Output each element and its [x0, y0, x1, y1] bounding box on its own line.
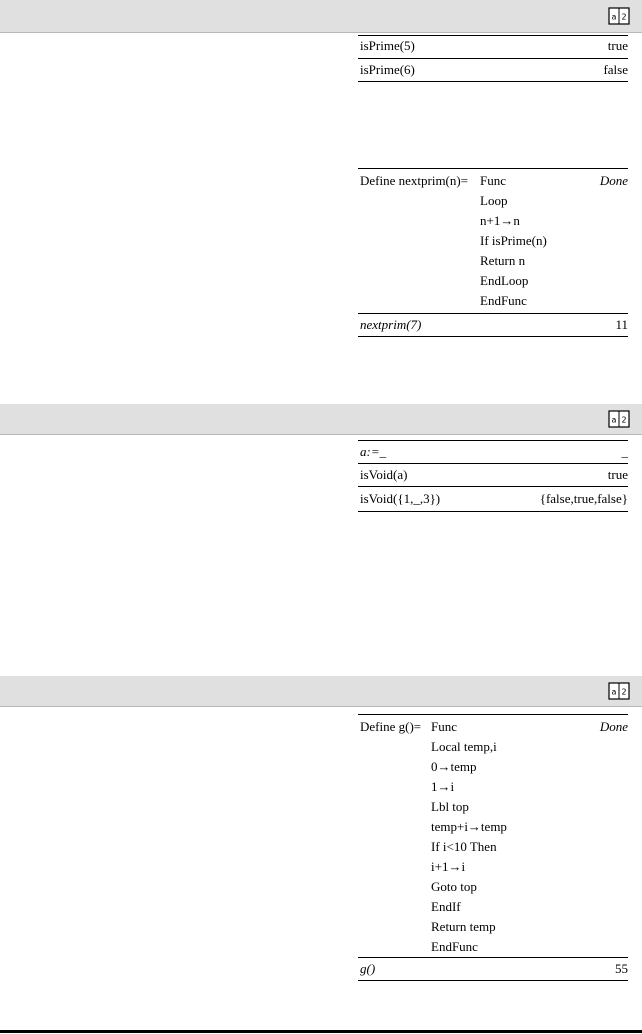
define-result: Done: [599, 173, 628, 188]
code-line: 0→temp: [431, 759, 477, 774]
expression: isVoid(a): [360, 467, 408, 482]
result: {false,true,false}: [539, 491, 628, 506]
define-row: [358, 169, 628, 314]
code-line: Lbl top: [431, 799, 469, 814]
svg-text:a: a: [611, 687, 617, 697]
catalog-book-icon: [608, 410, 630, 428]
page-bottom-rule: [0, 1030, 642, 1033]
define-head: Define g()=: [360, 719, 422, 734]
code-line: temp+i→temp: [431, 819, 507, 834]
code-line: If isPrime(n): [480, 233, 547, 248]
expression: g(): [360, 961, 376, 976]
code-line: Return n: [480, 253, 526, 268]
code-line: If i<10 Then: [431, 839, 497, 854]
result: false: [603, 62, 628, 77]
svg-text:a: a: [611, 415, 617, 425]
expression: nextprim(7): [360, 317, 422, 332]
result: true: [607, 467, 628, 482]
code-line: EndFunc: [480, 293, 527, 308]
code-line: Goto top: [431, 879, 477, 894]
code-line: i+1→i: [431, 859, 466, 874]
section-header-band: [0, 404, 642, 435]
expression: isPrime(6): [360, 62, 415, 77]
code-line: EndFunc: [431, 939, 478, 954]
define-head: Define nextprim(n)=: [360, 173, 469, 188]
code-line: Func: [480, 173, 506, 188]
code-line: n+1→n: [480, 213, 520, 228]
svg-text:2: 2: [621, 12, 627, 22]
example-row: [358, 487, 628, 512]
svg-text:2: 2: [621, 687, 627, 697]
svg-text:2: 2: [621, 415, 627, 425]
isprime-examples: [358, 35, 628, 82]
expression: a:=_: [360, 444, 387, 459]
section-header-band: [0, 0, 642, 33]
example-row: [358, 59, 628, 82]
code-line: Loop: [480, 193, 508, 208]
example-row: [358, 464, 628, 487]
result: _: [621, 444, 628, 459]
result: true: [607, 38, 628, 53]
code-line: Local temp,i: [431, 739, 497, 754]
svg-text:a: a: [611, 12, 617, 22]
define-row: [358, 715, 628, 958]
isvoid-examples: [358, 440, 628, 512]
code-line: EndLoop: [480, 273, 529, 288]
code-line: Return temp: [431, 919, 496, 934]
nextprim-define-block: [358, 168, 628, 337]
call-row: [358, 958, 628, 981]
example-row: [358, 441, 628, 464]
expression: isPrime(5): [360, 38, 415, 53]
define-result: Done: [599, 719, 628, 734]
result: 55: [615, 961, 628, 976]
expression: isVoid({1,_,3}): [360, 491, 441, 506]
code-line: EndIf: [431, 899, 461, 914]
code-line: 1→i: [431, 779, 455, 794]
code-line: Func: [431, 719, 457, 734]
catalog-book-icon: [608, 682, 630, 700]
g-define-block: [358, 714, 628, 981]
catalog-book-icon: [608, 7, 630, 25]
section-header-band: [0, 676, 642, 707]
result: 11: [615, 317, 628, 332]
call-row: [358, 314, 628, 337]
example-row: [358, 36, 628, 59]
